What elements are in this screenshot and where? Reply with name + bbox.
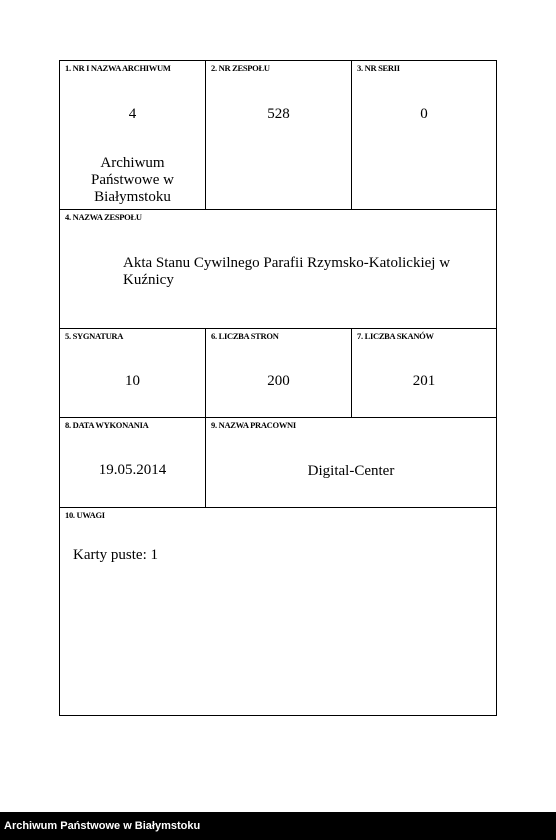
scans-count-label: 7. LICZBA SKANÓW — [357, 331, 434, 341]
form-row-2 — [60, 210, 496, 329]
archive-name-line-1: Archiwum — [100, 155, 165, 171]
signature-value: 10 — [125, 373, 140, 389]
archive-name-line-3: Białymstoku — [94, 189, 171, 205]
date-value: 19.05.2014 — [98, 462, 167, 478]
date-label: 8. DATA WYKONANIA — [65, 420, 149, 430]
form-row-1 — [60, 61, 496, 210]
archive-metadata-form — [59, 60, 497, 716]
studio-cell — [206, 418, 496, 507]
form-row-5 — [60, 508, 496, 715]
archive-number: 4 — [128, 106, 137, 122]
footer-bar: Archiwum Państwowe w Białymstoku — [0, 812, 556, 840]
form-row-3 — [60, 329, 496, 418]
pages-count-value: 200 — [267, 373, 290, 389]
pages-count-label: 6. LICZBA STRON — [211, 331, 279, 341]
series-number-label: 3. NR SERII — [357, 63, 400, 73]
notes-label: 10. UWAGI — [65, 510, 105, 520]
signature-label: 5. SYGNATURA — [65, 331, 124, 341]
fonds-name-value: Akta Stanu Cywilnego Parafii Rzymsko-Katolickiej w Kuźnicy — [123, 255, 451, 288]
scans-count-cell — [352, 329, 496, 417]
fonds-number-cell — [206, 61, 352, 209]
pages-count-cell — [206, 329, 352, 417]
signature-cell — [60, 329, 206, 417]
fonds-name-label: 4. NAZWA ZESPOŁU — [65, 212, 142, 222]
date-cell — [60, 418, 206, 507]
studio-value: Digital-Center — [307, 463, 395, 479]
series-number-cell — [352, 61, 496, 209]
studio-label: 9. NAZWA PRACOWNI — [211, 420, 296, 430]
archive-name-line-2: Państwowe w — [91, 172, 174, 188]
archive-cell — [60, 61, 206, 209]
archive-label: 1. NR I NAZWA ARCHIWUM — [65, 63, 171, 73]
series-number-value: 0 — [420, 106, 428, 122]
fonds-name-cell — [60, 210, 496, 328]
notes-value: Karty puste: 1 — [73, 547, 158, 563]
notes-cell — [60, 508, 496, 715]
fonds-number-value: 528 — [267, 106, 290, 122]
fonds-number-label: 2. NR ZESPOŁU — [211, 63, 270, 73]
form-row-4 — [60, 418, 496, 508]
scans-count-value: 201 — [412, 373, 436, 389]
